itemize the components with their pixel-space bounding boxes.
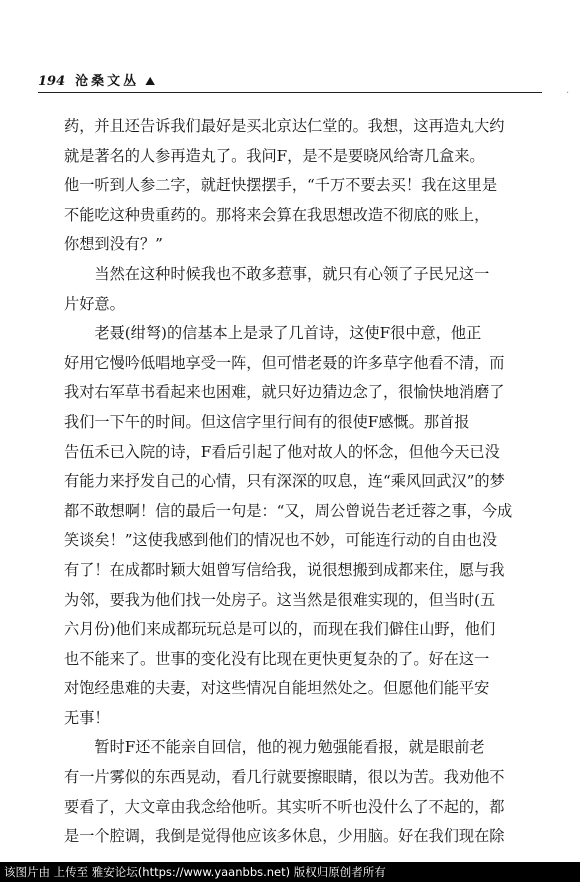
text-line: 有了！在成都时颖大姐曾写信给我，说很想搬到成都来住，愿与我: [64, 560, 505, 579]
text-line: 是一个腔调，我倒是觉得他应该多休息，少用脑。好在我们现在除: [64, 827, 505, 846]
text-line: 片好意。: [64, 294, 125, 313]
text-line: 无事！: [64, 708, 110, 727]
text-line: 为邻，要我为他们找一处房子。这当然是很难实现的，但当时(五: [64, 590, 496, 609]
running-header: [38, 66, 542, 93]
text-line: 好用它慢吟低唱地享受一阵，但可惜老聂的许多草字他看不清，而: [64, 353, 505, 372]
text-line: 当然在这种时候我也不敢多惹事，就只有心领了子民兄这一: [64, 264, 490, 283]
paragraph: [64, 319, 522, 733]
text-line: 他一听到人参二字，就赶快摆摆手，“千万不要去买！我在这里是: [64, 176, 498, 195]
scan-speck: ·: [566, 88, 570, 99]
text-line: 我们一下午的时间。但这信字里行间有的很使F感慨。那首报: [64, 412, 470, 431]
text-line: 你想到没有？”: [64, 235, 163, 254]
paragraph: [64, 733, 522, 851]
paragraph: [64, 112, 522, 260]
text-line: 就是著名的人参再造丸了。我问F，是不是要晓风给寄几盒来。: [64, 146, 485, 165]
text-line: 六月份)他们来成都玩玩总是可以的，而现在我们僻住山野，他们: [64, 620, 496, 639]
page-number: 194: [38, 74, 66, 89]
text-line: 也不能来了。世事的变化没有比现在更快更复杂的了。好在这一: [64, 649, 490, 668]
text-line: 药，并且还告诉我们最好是买北京达仁堂的。我想，这再造丸大约: [64, 117, 505, 135]
text-line: 告伍禾已入院的诗，F看后引起了他对故人的怀念，但他今天已没: [64, 442, 500, 461]
text-line: 暂时F还不能亲自回信，他的视力勉强能看报，就是眼前老: [64, 738, 485, 757]
watermark-banner: 该图片由 上传至 雅安论坛(https://www.yaanbbs.net) 版权归原创者所有: [0, 862, 580, 882]
text-line: 有一片雾似的东西晃动，看几行就要擦眼睛，很以为苦。我劝他不: [64, 768, 505, 787]
text-line: 笑谈矣！”这使我感到他们的情况也不妙，可能连行动的自由也没: [64, 531, 498, 550]
book-series-title: 沧桑文丛: [75, 74, 140, 89]
text-line: 有能力来抒发自己的心情，只有深深的叹息，连“乘风回武汉”的梦: [64, 472, 505, 491]
page-body: [64, 112, 522, 852]
text-line: 不能吃这种贵重药的。那将来会算在我思想改造不彻底的账上，: [64, 205, 490, 224]
text-line: 都不敢想啊！信的最后一句是：“又，周公曾说告老迁蓉之事，今成: [64, 501, 513, 520]
text-line: 老聂(绀弩)的信基本上是录了几首诗，这使F很中意，他正: [64, 324, 482, 343]
paragraph: [64, 260, 522, 319]
mountain-logo-icon: ⛰: [145, 74, 156, 88]
text-line: 对饱经患难的夫妻，对这些情况自能坦然处之。但愿他们能平安: [64, 679, 490, 698]
text-line: 要看了，大文章由我念给他听。其实听不听也没什么了不起的，都: [64, 797, 505, 816]
text-line: 我对右军草书看起来也困难，就只好边猜边念了，很愉快地消磨了: [64, 383, 505, 402]
